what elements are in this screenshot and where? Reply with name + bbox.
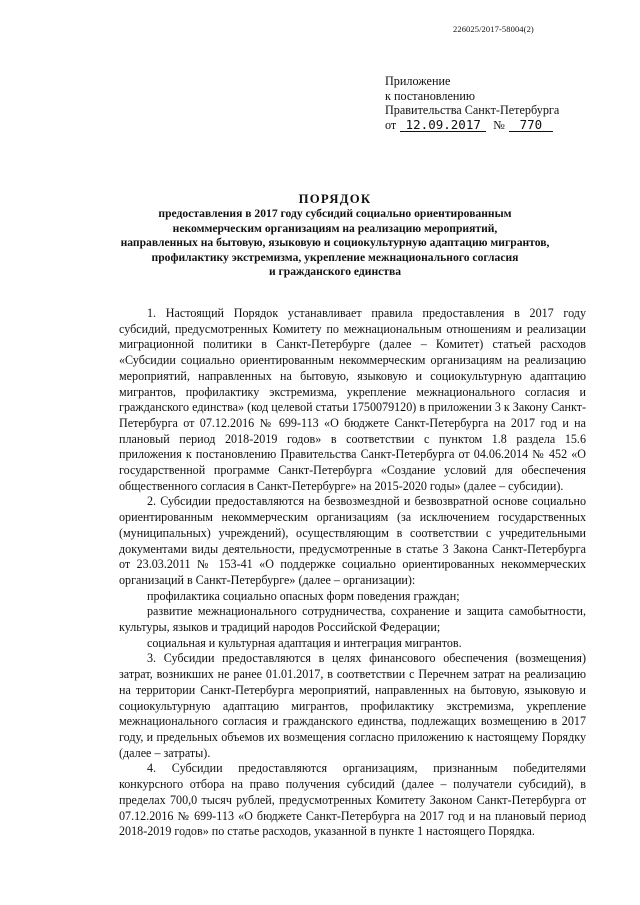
document-body	[119, 306, 586, 840]
appendix-date-line	[385, 118, 559, 133]
title-line: направленных на бытовую, языковую и социокультурную адаптацию мигрантов,	[120, 236, 550, 250]
decree-date: 12.09.2017	[400, 118, 486, 132]
paragraph-1: 1. Настоящий Порядок устанавливает правила предоставления в 2017 году субсидий, предусмотренных Комитету по межнациональным отношениям и реализации миграционной политики в Санкт-Петербурге (далее – Комитет) статьей расходов «Субсидии социально ориентированным некоммерческим организациям на реализацию мероприятий, направленных на бытовую, языковую и социокультурную адаптацию мигрантов, профилактику экстремизма, укрепление межнационального согласия и гражданского единства» (код целевой статьи 1750079120) в приложении 3 к Закону Санкт-Петербурга от 07.12.2016 № 699-113 «О бюджете Санкт-Петербурга на 2017 год и на плановый период 2018-2019 годов» в соответствии с пунктом 1.8 раздела 15.6 приложения к постановлению Правительства Санкт-Петербурга от 04.06.2014 № 452 «О государственной программе Санкт-Петербурга «Создание условий для обеспечения общественного согласия в Санкт-Петербурге» на 2015-2020 годы» (далее – субсидии).	[119, 306, 587, 493]
paragraph-4: 4. Субсидии предоставляются организациям, признанным победителями конкурсного отбора на право получения субсидий (далее – получатели субсидий), в пределах 700,0 тысяч рублей, предусмотренных Комитету Законом Санкт-Петербурга от 07.12.2016 № 699-113 «О бюджете Санкт-Петербурга на 2017 год и на плановый период 2018-2019 годов» по статье расходов, указанной в пункте 1 настоящего Порядка.	[119, 761, 586, 839]
paragraph-2: 2. Субсидии предоставляются на безвозмездной и безвозвратной основе социально ориентированным некоммерческим организациям (за исключением государственных (муниципальных) учреждений), осуществляющим в соответствии с учредительными документами виды деятельности, предусмотренные в статье 3 Закона Санкт-Петербурга от 23.03.2011 № 153-41 «О поддержке социально ориентированных некоммерческих организаций в Санкт-Петербурге» (далее – организации):	[119, 494, 586, 587]
number-prefix: №	[493, 117, 505, 132]
title-line: и гражданского единства	[268, 265, 402, 279]
appendix-line: к постановлению	[385, 88, 476, 103]
title-line: профилактику экстремизма, укрепление межнационального согласия	[151, 250, 519, 264]
list-item: профилактика социально опасных форм поведения граждан;	[147, 588, 460, 603]
title-heading: ПОРЯДОК	[298, 192, 372, 206]
appendix-line: Правительства Санкт-Петербурга	[385, 103, 560, 117]
date-prefix: от	[385, 117, 397, 132]
title-line: предоставления в 2017 году субсидий социально ориентированным	[158, 207, 512, 221]
appendix-header	[385, 74, 559, 132]
title-line: некоммерческим организациям на реализацию мероприятий,	[172, 221, 498, 235]
appendix-line: Приложение	[385, 74, 451, 88]
document-title	[100, 192, 570, 279]
paragraph-3: 3. Субсидии предоставляются в целях финансового обеспечения (возмещения) затрат, возникших не ранее 01.01.2017, в соответствии с Перечнем затрат на реализацию на территории Санкт-Петербурга мероприятий, направленных на бытовую, языковую и социокультурную адаптацию мигрантов, профилактику экстремизма, укрепление межнационального согласия и гражданского единства, подлежащих возмещению в 2017 году, и предельных объемов их возмещения согласно приложению к настоящему Порядку (далее – затраты).	[119, 651, 586, 760]
document-code: 226025/2017-58004(2)	[453, 24, 534, 34]
decree-number: 770	[509, 118, 553, 132]
list-item: развитие межнационального сотрудничества, сохранение и защита самобытности, культуры, языков и традиций народов Российской Федерации;	[119, 604, 586, 635]
list-item: социальная и культурная адаптация и интеграция мигрантов.	[147, 635, 462, 650]
